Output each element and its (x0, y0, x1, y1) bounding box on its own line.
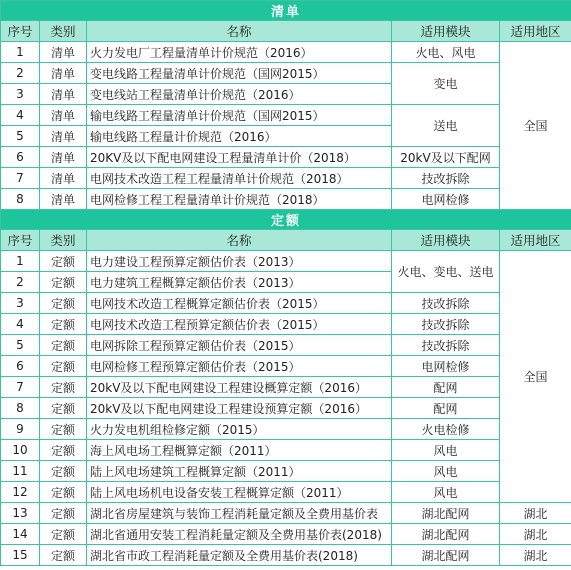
row-category: 定额 (40, 419, 87, 440)
row-module: 技改拆除 (392, 293, 500, 314)
row-no: 15 (1, 545, 40, 566)
row-module: 火电检修 (392, 419, 500, 440)
section-header-dinge (1, 210, 571, 230)
row-module: 配网 (392, 377, 500, 398)
table-row (1, 335, 571, 356)
row-module: 湖北配网 (392, 524, 500, 545)
table-row (1, 440, 571, 461)
row-name: 电力建筑工程概算定额估价表（2013） (87, 272, 392, 293)
row-name: 电力建设工程预算定额估价表（2013） (87, 251, 392, 272)
row-module: 20kV及以下配网 (392, 147, 500, 168)
row-module: 风电 (392, 440, 500, 461)
table-row (1, 545, 571, 566)
row-no: 1 (1, 42, 40, 63)
row-region: 湖北 (500, 503, 571, 524)
table-row (1, 356, 571, 377)
row-module: 电网检修 (392, 189, 500, 210)
table-row (1, 293, 571, 314)
row-name: 电网拆除工程预算定额估价表（2015） (87, 335, 392, 356)
table-row (1, 189, 571, 210)
table-row (1, 419, 571, 440)
header-region: 适用地区 (500, 230, 571, 251)
header-name: 名称 (87, 230, 392, 251)
row-region: 湖北 (500, 545, 571, 566)
row-category: 定额 (40, 377, 87, 398)
row-no: 7 (1, 168, 40, 189)
row-category: 定额 (40, 545, 87, 566)
row-module: 风电 (392, 461, 500, 482)
row-name: 变电线站工程量清单计价规范（2016） (87, 84, 392, 105)
table-row (1, 251, 571, 272)
row-category: 定额 (40, 398, 87, 419)
table-row (1, 105, 571, 126)
header-name: 名称 (87, 21, 392, 42)
row-category: 清单 (40, 105, 87, 126)
table-row (1, 314, 571, 335)
row-name: 火力发电厂工程量清单计价规范（2016） (87, 42, 392, 63)
row-category: 定额 (40, 482, 87, 503)
table-row (1, 482, 571, 503)
row-no: 10 (1, 440, 40, 461)
row-name: 湖北省市政工程消耗量定额及全费用基价表(2018) (87, 545, 392, 566)
row-category: 定额 (40, 461, 87, 482)
row-no: 2 (1, 63, 40, 84)
header-module: 适用模块 (392, 21, 500, 42)
row-module: 火电、变电、送电 (392, 251, 500, 293)
row-no: 1 (1, 251, 40, 272)
row-module: 技改拆除 (392, 168, 500, 189)
row-category: 清单 (40, 189, 87, 210)
row-name: 电网检修工程预算定额估价表（2015） (87, 356, 392, 377)
row-region: 全国 (500, 251, 571, 503)
row-name: 电网检修工程工程量清单计价规范（2018） (87, 189, 392, 210)
section-header-qingdan (1, 1, 571, 21)
row-no: 12 (1, 482, 40, 503)
row-name: 陆上风电场建筑工程概算定额（2011） (87, 461, 392, 482)
row-category: 清单 (40, 63, 87, 84)
header-no: 序号 (1, 230, 40, 251)
table-row (1, 398, 571, 419)
row-category: 清单 (40, 84, 87, 105)
row-name: 输电线路工程量清单计价规范（国网2015） (87, 105, 392, 126)
table-row (1, 63, 571, 84)
row-name: 输电线路工程量计价规范（2016） (87, 126, 392, 147)
row-name: 湖北省房屋建筑与装饰工程消耗量定额及全费用基价表 (87, 503, 392, 524)
row-module: 变电 (392, 63, 500, 105)
table-row (1, 168, 571, 189)
row-no: 7 (1, 377, 40, 398)
row-no: 4 (1, 314, 40, 335)
column-header-row (1, 21, 571, 42)
row-module: 电网检修 (392, 356, 500, 377)
row-category: 定额 (40, 293, 87, 314)
row-category: 清单 (40, 126, 87, 147)
row-name: 变电线路工程量清单计价规范（国网2015） (87, 63, 392, 84)
row-category: 定额 (40, 272, 87, 293)
row-name: 电网技术改造工程概算定额估价表（2015） (87, 293, 392, 314)
row-category: 定额 (40, 440, 87, 461)
header-no: 序号 (1, 21, 40, 42)
row-module: 风电 (392, 482, 500, 503)
row-no: 3 (1, 84, 40, 105)
row-category: 定额 (40, 356, 87, 377)
section-title: 清单 (1, 1, 571, 21)
row-no: 4 (1, 105, 40, 126)
row-module: 配网 (392, 398, 500, 419)
row-category: 定额 (40, 335, 87, 356)
row-no: 13 (1, 503, 40, 524)
row-module: 技改拆除 (392, 335, 500, 356)
header-module: 适用模块 (392, 230, 500, 251)
row-no: 9 (1, 419, 40, 440)
row-no: 3 (1, 293, 40, 314)
row-no: 5 (1, 335, 40, 356)
header-region: 适用地区 (500, 21, 571, 42)
row-name: 火力发电机组检修定额（2015） (87, 419, 392, 440)
table-row (1, 42, 571, 63)
row-no: 6 (1, 356, 40, 377)
row-category: 定额 (40, 524, 87, 545)
row-no: 14 (1, 524, 40, 545)
row-no: 2 (1, 272, 40, 293)
row-name: 20kV及以下配电网建设工程建设预算定额（2016） (87, 398, 392, 419)
row-no: 8 (1, 398, 40, 419)
row-name: 海上风电场工程概算定额（2011） (87, 440, 392, 461)
column-header-row (1, 230, 571, 251)
row-category: 清单 (40, 168, 87, 189)
table-row (1, 524, 571, 545)
row-category: 定额 (40, 503, 87, 524)
row-name: 陆上风电场机电设备安装工程概算定额（2011） (87, 482, 392, 503)
row-name: 湖北省通用安装工程消耗量定额及全费用基价表(2018) (87, 524, 392, 545)
row-no: 6 (1, 147, 40, 168)
row-name: 电网技术改造工程工程量清单计价规范（2018） (87, 168, 392, 189)
row-no: 5 (1, 126, 40, 147)
row-no: 11 (1, 461, 40, 482)
table-row (1, 461, 571, 482)
section-title: 定额 (1, 210, 571, 230)
row-category: 定额 (40, 251, 87, 272)
row-module: 火电、风电 (392, 42, 500, 63)
row-category: 清单 (40, 42, 87, 63)
row-module: 湖北配网 (392, 545, 500, 566)
row-category: 定额 (40, 314, 87, 335)
row-module: 送电 (392, 105, 500, 147)
header-category: 类别 (40, 230, 87, 251)
table-row (1, 503, 571, 524)
row-region: 湖北 (500, 524, 571, 545)
row-module: 湖北配网 (392, 503, 500, 524)
table-row (1, 147, 571, 168)
row-name: 20KV及以下配电网建设工程量清单计价（2018） (87, 147, 392, 168)
header-category: 类别 (40, 21, 87, 42)
row-module: 技改拆除 (392, 314, 500, 335)
row-name: 20kV及以下配电网建设工程建设概算定额（2016） (87, 377, 392, 398)
row-name: 电网技术改造工程预算定额估价表（2015） (87, 314, 392, 335)
row-region: 全国 (500, 42, 571, 210)
row-category: 清单 (40, 147, 87, 168)
row-no: 8 (1, 189, 40, 210)
table-row (1, 377, 571, 398)
